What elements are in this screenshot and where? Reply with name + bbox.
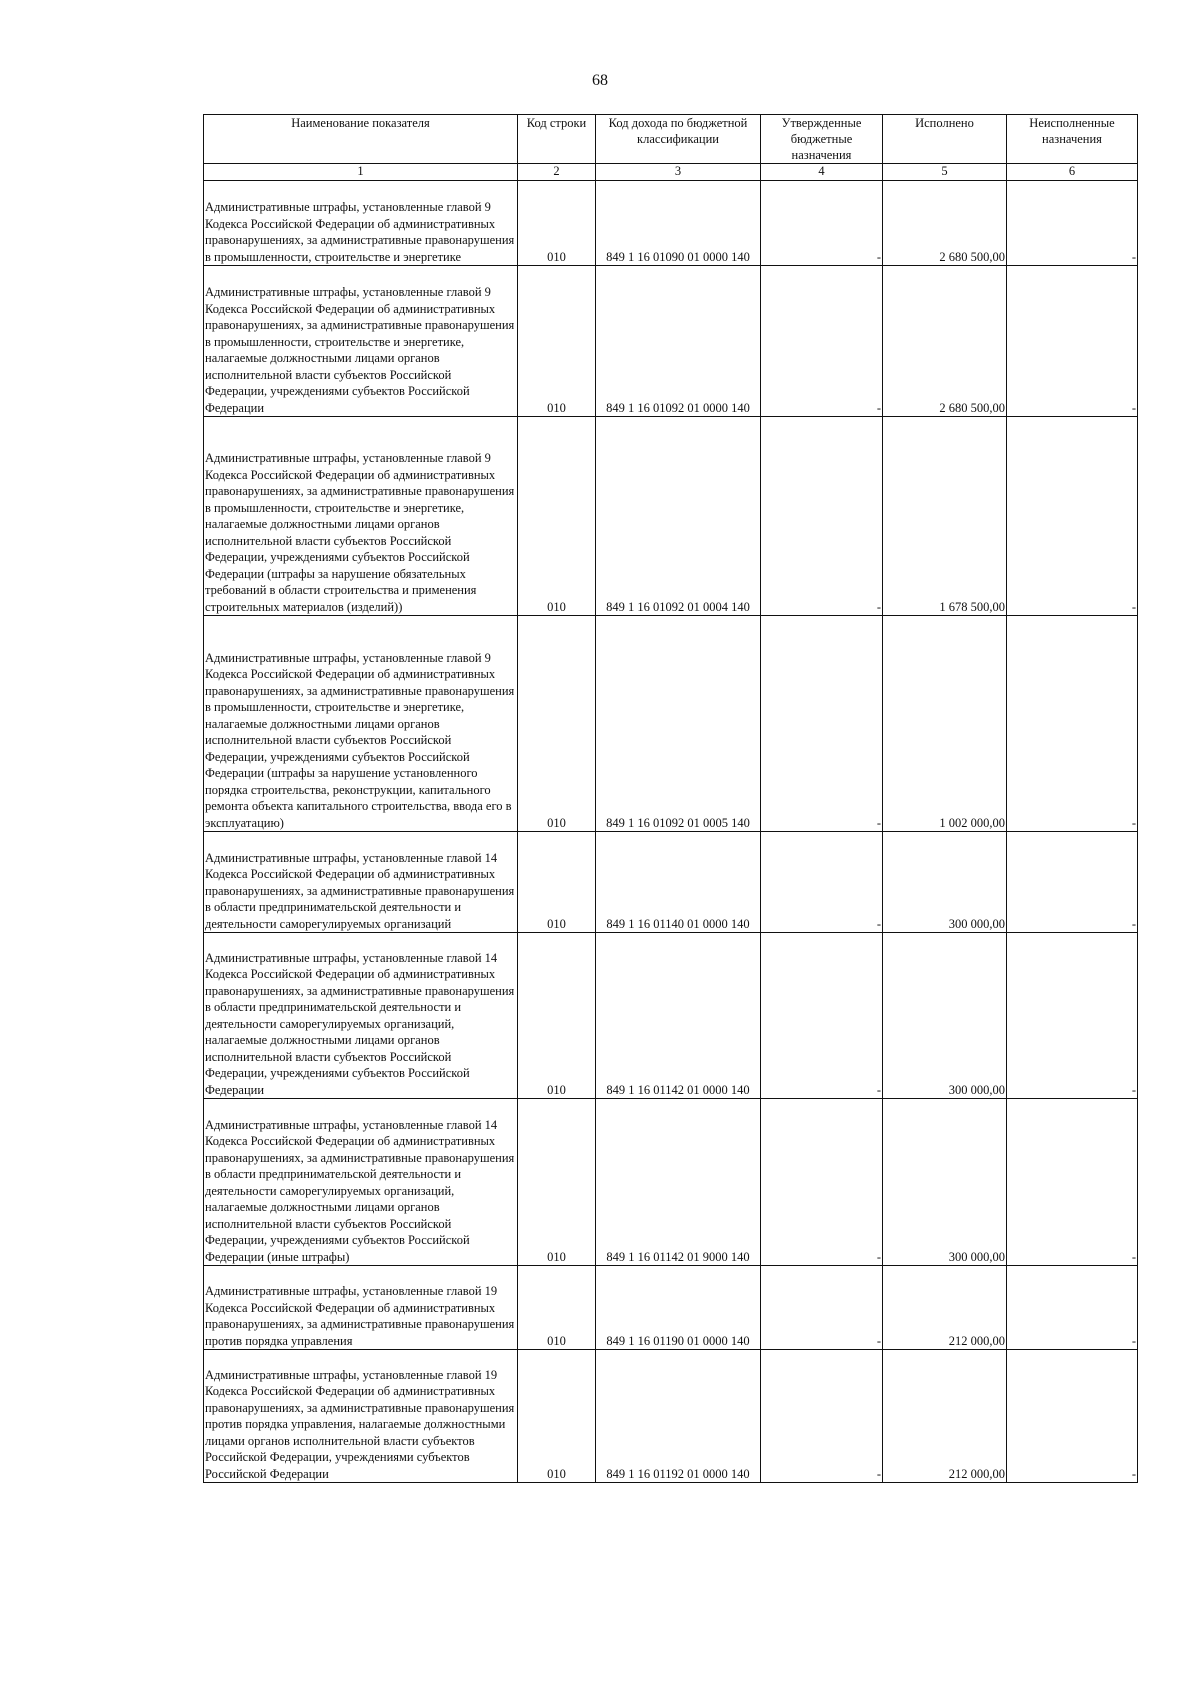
page-number: 68 (592, 72, 608, 89)
row-unexecuted: - (1007, 266, 1138, 417)
header-unexecuted: Неисполненные назначения (1007, 115, 1138, 164)
table-row (204, 417, 1138, 616)
row-approved: - (761, 1266, 883, 1350)
column-number: 3 (596, 164, 761, 181)
row-executed: 300 000,00 (883, 1099, 1007, 1266)
row-line-code: 010 (518, 832, 596, 933)
row-line-code: 010 (518, 616, 596, 832)
row-line-code: 010 (518, 933, 596, 1099)
row-kbk: 849 1 16 01090 01 0000 140 (596, 181, 761, 266)
table-row (204, 181, 1138, 266)
row-approved: - (761, 832, 883, 933)
row-unexecuted: - (1007, 1266, 1138, 1350)
row-executed: 1 678 500,00 (883, 417, 1007, 616)
row-name: Административные штрафы, установленные главой 19 Кодекса Российской Федерации об административных правонарушениях, за административные правонарушения против порядка управления, налагаемые должностными лицами органов исполнительной власти субъектов Российской Федерации, учреждениями субъектов Российской Федерации (204, 1350, 518, 1483)
row-name: Административные штрафы, установленные главой 9 Кодекса Российской Федерации об административных правонарушениях, за административные правонарушения в промышленности, строительстве и энергетике, налагаемые должностными лицами органов исполнительной власти субъектов Российской Федерации, учреждениями субъектов Российской Федерации (204, 266, 518, 417)
column-number: 1 (204, 164, 518, 181)
header-line-code: Код строки (518, 115, 596, 164)
row-executed: 300 000,00 (883, 933, 1007, 1099)
row-name: Административные штрафы, установленные главой 9 Кодекса Российской Федерации об административных правонарушениях, за административные правонарушения в промышленности, строительстве и энергетике (204, 181, 518, 266)
table-row (204, 933, 1138, 1099)
row-approved: - (761, 417, 883, 616)
row-unexecuted: - (1007, 933, 1138, 1099)
row-name: Административные штрафы, установленные главой 9 Кодекса Российской Федерации об административных правонарушениях, за административные правонарушения в промышленности, строительстве и энергетике, налагаемые должностными лицами органов исполнительной власти субъектов Российской Федерации, учреждениями субъектов Российской Федерации (штрафы за нарушение установленного порядка строительства, реконструкции, капитального ремонта объекта капитального строительства, ввода его в эксплуатацию) (204, 616, 518, 832)
row-kbk: 849 1 16 01140 01 0000 140 (596, 832, 761, 933)
row-kbk: 849 1 16 01190 01 0000 140 (596, 1266, 761, 1350)
row-approved: - (761, 181, 883, 266)
header-approved: Утвержденные бюджетные назначения (761, 115, 883, 164)
table-row (204, 832, 1138, 933)
row-line-code: 010 (518, 417, 596, 616)
row-kbk: 849 1 16 01092 01 0004 140 (596, 417, 761, 616)
column-number: 4 (761, 164, 883, 181)
column-number: 5 (883, 164, 1007, 181)
row-executed: 300 000,00 (883, 832, 1007, 933)
row-kbk: 849 1 16 01192 01 0000 140 (596, 1350, 761, 1483)
header-executed: Исполнено (883, 115, 1007, 164)
row-unexecuted: - (1007, 832, 1138, 933)
row-executed: 2 680 500,00 (883, 266, 1007, 417)
row-executed: 212 000,00 (883, 1350, 1007, 1483)
row-name: Административные штрафы, установленные главой 9 Кодекса Российской Федерации об административных правонарушениях, за административные правонарушения в промышленности, строительстве и энергетике, налагаемые должностными лицами органов исполнительной власти субъектов Российской Федерации, учреждениями субъектов Российской Федерации (штрафы за нарушение обязательных требований в области строительства и применения строительных материалов (изделий)) (204, 417, 518, 616)
column-number: 2 (518, 164, 596, 181)
row-line-code: 010 (518, 266, 596, 417)
row-unexecuted: - (1007, 417, 1138, 616)
row-executed: 212 000,00 (883, 1266, 1007, 1350)
header-kbk: Код дохода по бюджетной классификации (596, 115, 761, 164)
table-row (204, 266, 1138, 417)
row-name: Административные штрафы, установленные главой 14 Кодекса Российской Федерации об административных правонарушениях, за административные правонарушения в области предпринимательской деятельности и деятельности саморегулируемых организаций, налагаемые должностными лицами органов исполнительной власти субъектов Российской Федерации, учреждениями субъектов Российской Федерации (иные штрафы) (204, 1099, 518, 1266)
table-row (204, 1099, 1138, 1266)
header-name: Наименование показателя (204, 115, 518, 164)
row-name: Административные штрафы, установленные главой 19 Кодекса Российской Федерации об административных правонарушениях, за административные правонарушения против порядка управления (204, 1266, 518, 1350)
row-line-code: 010 (518, 1099, 596, 1266)
row-kbk: 849 1 16 01092 01 0000 140 (596, 266, 761, 417)
row-kbk: 849 1 16 01092 01 0005 140 (596, 616, 761, 832)
table-row (204, 1266, 1138, 1350)
row-name: Административные штрафы, установленные главой 14 Кодекса Российской Федерации об административных правонарушениях, за административные правонарушения в области предпринимательской деятельности и деятельности саморегулируемых организаций, налагаемые должностными лицами органов исполнительной власти субъектов Российской Федерации, учреждениями субъектов Российской Федерации (204, 933, 518, 1099)
row-name: Административные штрафы, установленные главой 14 Кодекса Российской Федерации об административных правонарушениях, за административные правонарушения в области предпринимательской деятельности и деятельности саморегулируемых организаций (204, 832, 518, 933)
row-unexecuted: - (1007, 616, 1138, 832)
row-kbk: 849 1 16 01142 01 0000 140 (596, 933, 761, 1099)
row-unexecuted: - (1007, 1099, 1138, 1266)
row-approved: - (761, 266, 883, 417)
row-line-code: 010 (518, 181, 596, 266)
row-approved: - (761, 1350, 883, 1483)
row-executed: 1 002 000,00 (883, 616, 1007, 832)
budget-execution-table (203, 114, 1138, 1483)
table-row (204, 616, 1138, 832)
table-row (204, 1350, 1138, 1483)
row-approved: - (761, 1099, 883, 1266)
row-line-code: 010 (518, 1350, 596, 1483)
row-kbk: 849 1 16 01142 01 9000 140 (596, 1099, 761, 1266)
column-number: 6 (1007, 164, 1138, 181)
row-executed: 2 680 500,00 (883, 181, 1007, 266)
row-unexecuted: - (1007, 181, 1138, 266)
row-approved: - (761, 933, 883, 1099)
row-line-code: 010 (518, 1266, 596, 1350)
row-unexecuted: - (1007, 1350, 1138, 1483)
row-approved: - (761, 616, 883, 832)
